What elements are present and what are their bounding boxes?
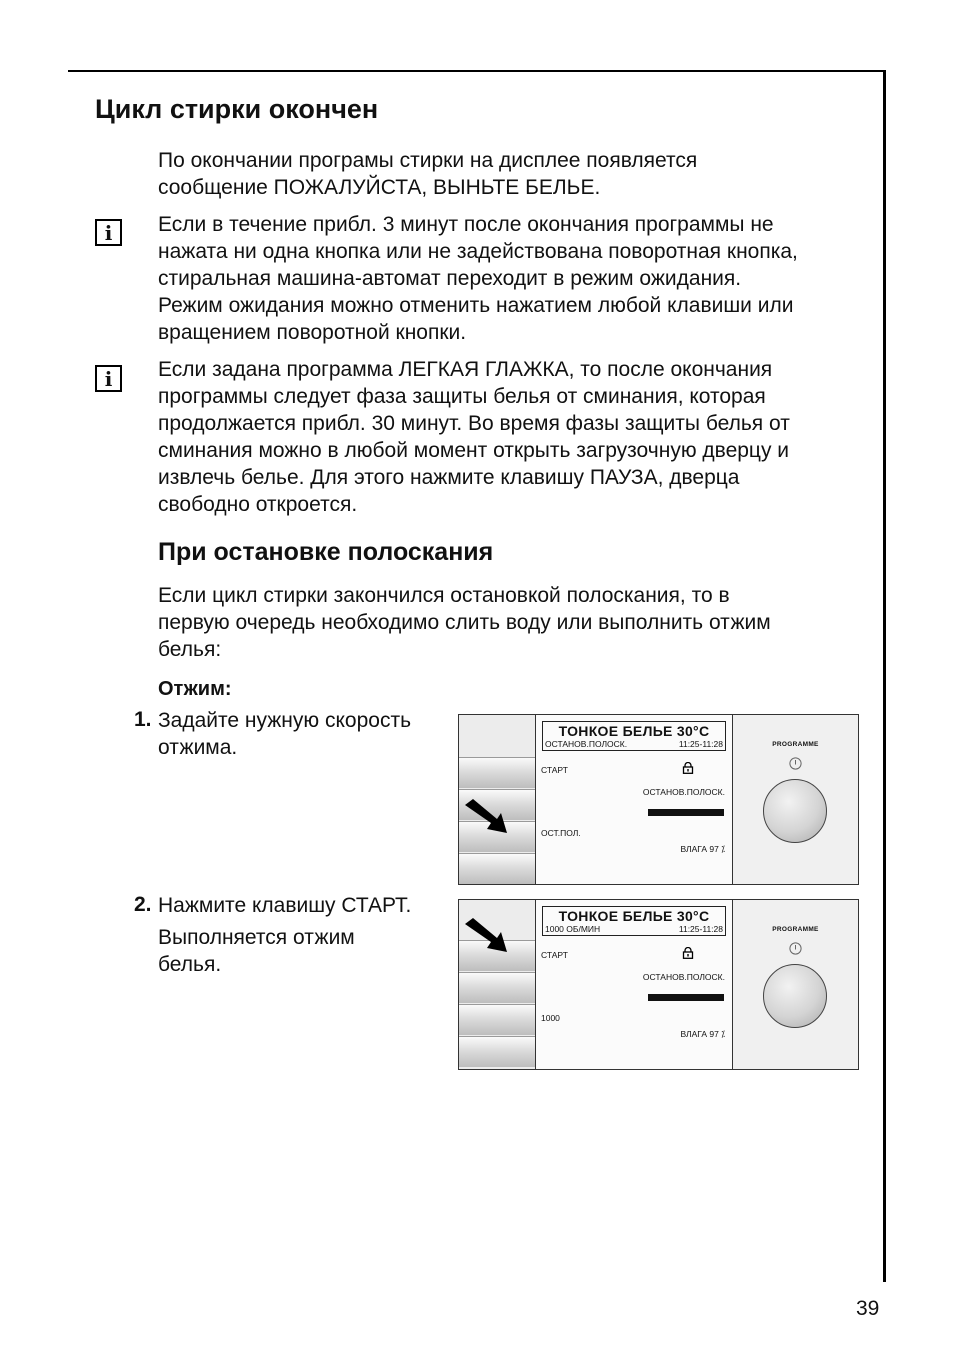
program-name: ТОНКОЕ БЕЛЬЕ 30°C	[558, 908, 710, 924]
option-bar	[648, 809, 724, 816]
section-title-rinse-hold: При остановке полоскания	[158, 538, 494, 566]
program-selector-area	[733, 900, 858, 1069]
rinse-hold-option: ОСТАНОВ.ПОЛОСК.	[642, 787, 725, 797]
page-number: 39	[856, 1297, 880, 1320]
arrow-icon	[461, 918, 511, 958]
function-buttons	[459, 900, 536, 1069]
cycle-finished-intro: По окончании програмы стирки на дисплее появляется сообщение ПОЖАЛУЙСТА, ВЫНЬТЕ БЕЛЬЕ.	[158, 149, 698, 199]
program-knob[interactable]	[763, 779, 827, 843]
lock-icon	[682, 947, 694, 959]
spin-speed-text: 1000 ОБ/МИН	[545, 924, 601, 934]
top-rule	[68, 70, 886, 72]
step-2-result: Выполняется отжим белья.	[158, 926, 355, 976]
info-icon: i	[95, 365, 122, 392]
program-title-box	[542, 721, 726, 751]
right-margin-rule	[883, 70, 886, 1282]
spin-value: 1000	[541, 1013, 560, 1023]
lcd-display	[536, 715, 733, 884]
start-label: СТАРТ	[541, 950, 568, 960]
option-bar	[648, 994, 724, 1001]
section-title-cycle-finished: Цикл стирки окончен	[95, 94, 379, 124]
standby-note: Если в течение прибл. 3 минут после окончания программы не нажата ни одна кнопка или не задействована поворотная кнопка, стиральная машина-автомат переходит в режим ожидания. Режим ожидания можно отменить нажатием любой клавиши или вращением поворотной кнопки.	[158, 213, 798, 344]
panel-button[interactable]	[459, 972, 535, 1003]
humidity-readout: ВЛАГА 97 ⁒	[680, 1029, 725, 1039]
humidity-readout: ВЛАГА 97 ⁒	[680, 844, 725, 854]
anti-crease-note: Если задана программа ЛЕГКАЯ ГЛАЖКА, то после окончания программы следует фаза защиты белья от сминания, которая продолжается прибл. 30 минут. Во время фазы защиты белья от сминания можно в любой момент открыть загрузочную дверцу и извлечь белье. Для этого нажмите клавишу ПАУЗА, дверца свободно откроется.	[158, 358, 790, 516]
washer-panel-step-1	[458, 714, 859, 885]
arrow-icon	[461, 799, 511, 839]
program-name: ТОНКОЕ БЕЛЬЕ 30°C	[558, 723, 710, 739]
start-label: СТАРТ	[541, 765, 568, 775]
time-range: 11:25-11:28	[678, 924, 723, 934]
step-2-number: 2.	[134, 893, 152, 916]
panel-button[interactable]	[459, 1004, 535, 1035]
panel-button[interactable]	[459, 853, 535, 884]
rinse-hold-option: ОСТАНОВ.ПОЛОСК.	[642, 972, 725, 982]
step-2-text: Нажмите клавишу СТАРТ.	[158, 894, 412, 917]
lcd-display	[536, 900, 733, 1069]
info-icon: i	[95, 219, 122, 246]
power-icon	[789, 942, 802, 955]
program-title-box	[542, 906, 726, 936]
programme-label: PROGRAMME	[772, 741, 819, 748]
step-1-text: Задайте нужную скорость отжима.	[158, 709, 412, 759]
function-buttons	[459, 715, 536, 884]
programme-label: PROGRAMME	[772, 926, 819, 933]
time-range: 11:25-11:28	[678, 739, 723, 749]
rinse-hold-intro: Если цикл стирки закончился остановкой полоскания, то в первую очередь необходимо слить воду или выполнить отжим белья:	[158, 584, 771, 661]
program-knob[interactable]	[763, 964, 827, 1028]
panel-button[interactable]	[459, 757, 535, 788]
spin-subheading: Отжим:	[158, 678, 232, 700]
lock-icon	[682, 762, 694, 774]
step-1-number: 1.	[134, 708, 152, 731]
power-icon	[789, 757, 802, 770]
panel-button[interactable]	[459, 1036, 535, 1067]
status-text: ОСТАНОВ.ПОЛОСК.	[545, 739, 628, 749]
spin-value: ОСТ.ПОЛ.	[541, 828, 581, 838]
washer-panel-step-2	[458, 899, 859, 1070]
program-selector-area	[733, 715, 858, 884]
